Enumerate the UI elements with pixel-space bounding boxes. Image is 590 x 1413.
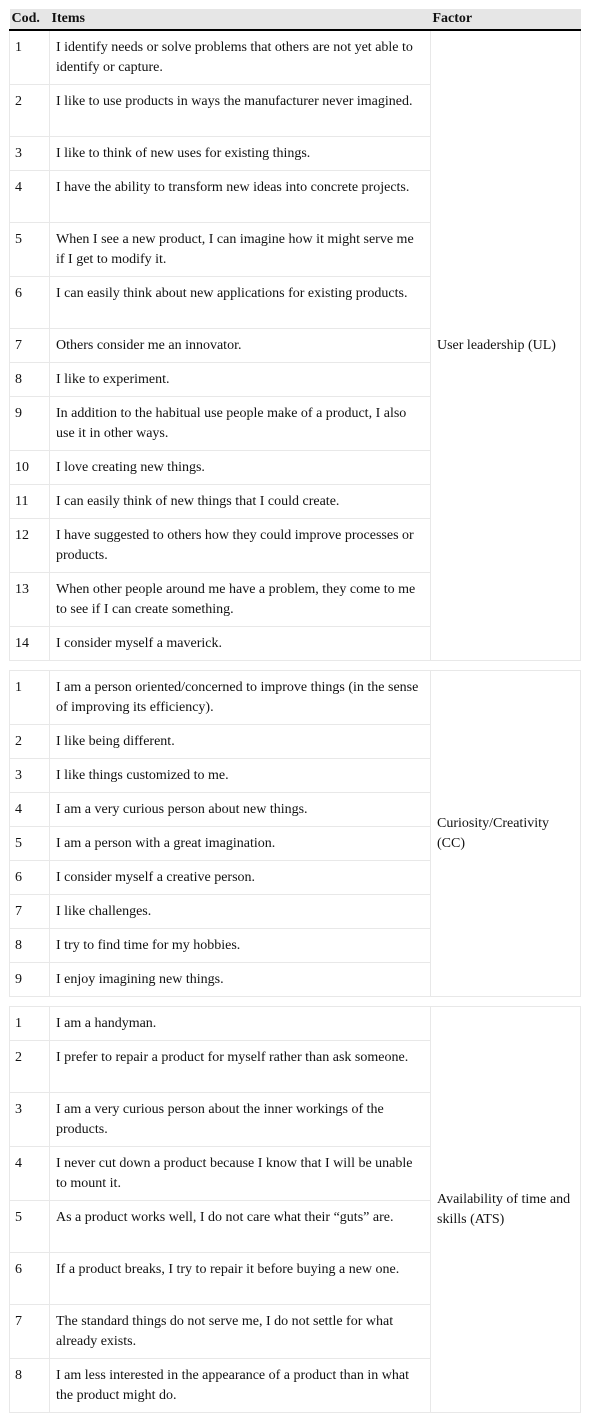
group-separator-cell [10,661,581,671]
item-code: 3 [10,137,50,171]
factor-cell-cc: Curiosity/Creativity (CC) [431,671,581,997]
item-code: 1 [10,1007,50,1041]
group-separator [10,661,581,671]
table-body [10,30,581,1413]
item-text: I try to find time for my hobbies. [50,929,431,963]
item-code: 1 [10,30,50,85]
item-text: I like being different. [50,725,431,759]
item-code: 5 [10,223,50,277]
item-text: I can easily think of new things that I could create. [50,485,431,519]
item-code: 8 [10,929,50,963]
item-text: Others consider me an innovator. [50,329,431,363]
item-text: I consider myself a creative person. [50,861,431,895]
item-text: I am less interested in the appearance of a product than in what the product might do. [50,1359,431,1413]
item-code: 9 [10,963,50,997]
item-text: As a product works well, I do not care what their “guts” are. [50,1201,431,1253]
item-text: When I see a new product, I can imagine how it might serve me if I get to modify it. [50,223,431,277]
header-factor: Factor [431,9,581,30]
item-code: 4 [10,171,50,223]
item-code: 2 [10,725,50,759]
table-header [10,9,581,30]
items-table [9,9,581,1413]
item-code: 8 [10,1359,50,1413]
item-text: I like challenges. [50,895,431,929]
item-code: 6 [10,277,50,329]
item-text: If a product breaks, I try to repair it before buying a new one. [50,1253,431,1305]
item-code: 1 [10,671,50,725]
item-code: 3 [10,1093,50,1147]
item-text: I have suggested to others how they could improve processes or products. [50,519,431,573]
item-code: 3 [10,759,50,793]
factor-cell-ats: Availability of time and skills (ATS) [431,1007,581,1413]
table-row [10,30,581,85]
item-text: When other people around me have a problem, they come to me to see if I can create something. [50,573,431,627]
header-code: Cod. [10,9,50,30]
item-text: I enjoy imagining new things. [50,963,431,997]
item-code: 6 [10,861,50,895]
item-text: The standard things do not serve me, I do not settle for what already exists. [50,1305,431,1359]
item-code: 7 [10,895,50,929]
item-code: 7 [10,329,50,363]
item-code: 4 [10,1147,50,1201]
item-text: I like to think of new uses for existing things. [50,137,431,171]
item-code: 5 [10,827,50,861]
item-code: 14 [10,627,50,661]
item-text: I have the ability to transform new ideas into concrete projects. [50,171,431,223]
group-separator [10,997,581,1007]
item-text: I like things customized to me. [50,759,431,793]
item-code: 13 [10,573,50,627]
group-separator-cell [10,997,581,1007]
item-text: I love creating new things. [50,451,431,485]
item-code: 2 [10,1041,50,1093]
item-code: 2 [10,85,50,137]
item-code: 11 [10,485,50,519]
item-text: I never cut down a product because I know that I will be unable to mount it. [50,1147,431,1201]
item-code: 6 [10,1253,50,1305]
item-text: I am a person oriented/concerned to improve things (in the sense of improving its efficiency). [50,671,431,725]
item-text: In addition to the habitual use people make of a product, I also use it in other ways. [50,397,431,451]
item-text: I consider myself a maverick. [50,627,431,661]
item-text: I am a person with a great imagination. [50,827,431,861]
items-table-container [9,9,580,1413]
item-code: 8 [10,363,50,397]
item-text: I can easily think about new applications for existing products. [50,277,431,329]
item-text: I am a handyman. [50,1007,431,1041]
item-text: I like to use products in ways the manufacturer never imagined. [50,85,431,137]
item-code: 9 [10,397,50,451]
item-text: I identify needs or solve problems that others are not yet able to identify or capture. [50,30,431,85]
item-code: 12 [10,519,50,573]
item-text: I like to experiment. [50,363,431,397]
item-text: I am a very curious person about the inner workings of the products. [50,1093,431,1147]
item-text: I am a very curious person about new things. [50,793,431,827]
table-row [10,1007,581,1041]
header-items: Items [50,9,431,30]
table-row [10,671,581,725]
factor-cell-ul: User leadership (UL) [431,30,581,661]
item-code: 5 [10,1201,50,1253]
item-code: 10 [10,451,50,485]
item-code: 7 [10,1305,50,1359]
item-code: 4 [10,793,50,827]
header-row [10,9,581,30]
item-text: I prefer to repair a product for myself rather than ask someone. [50,1041,431,1093]
